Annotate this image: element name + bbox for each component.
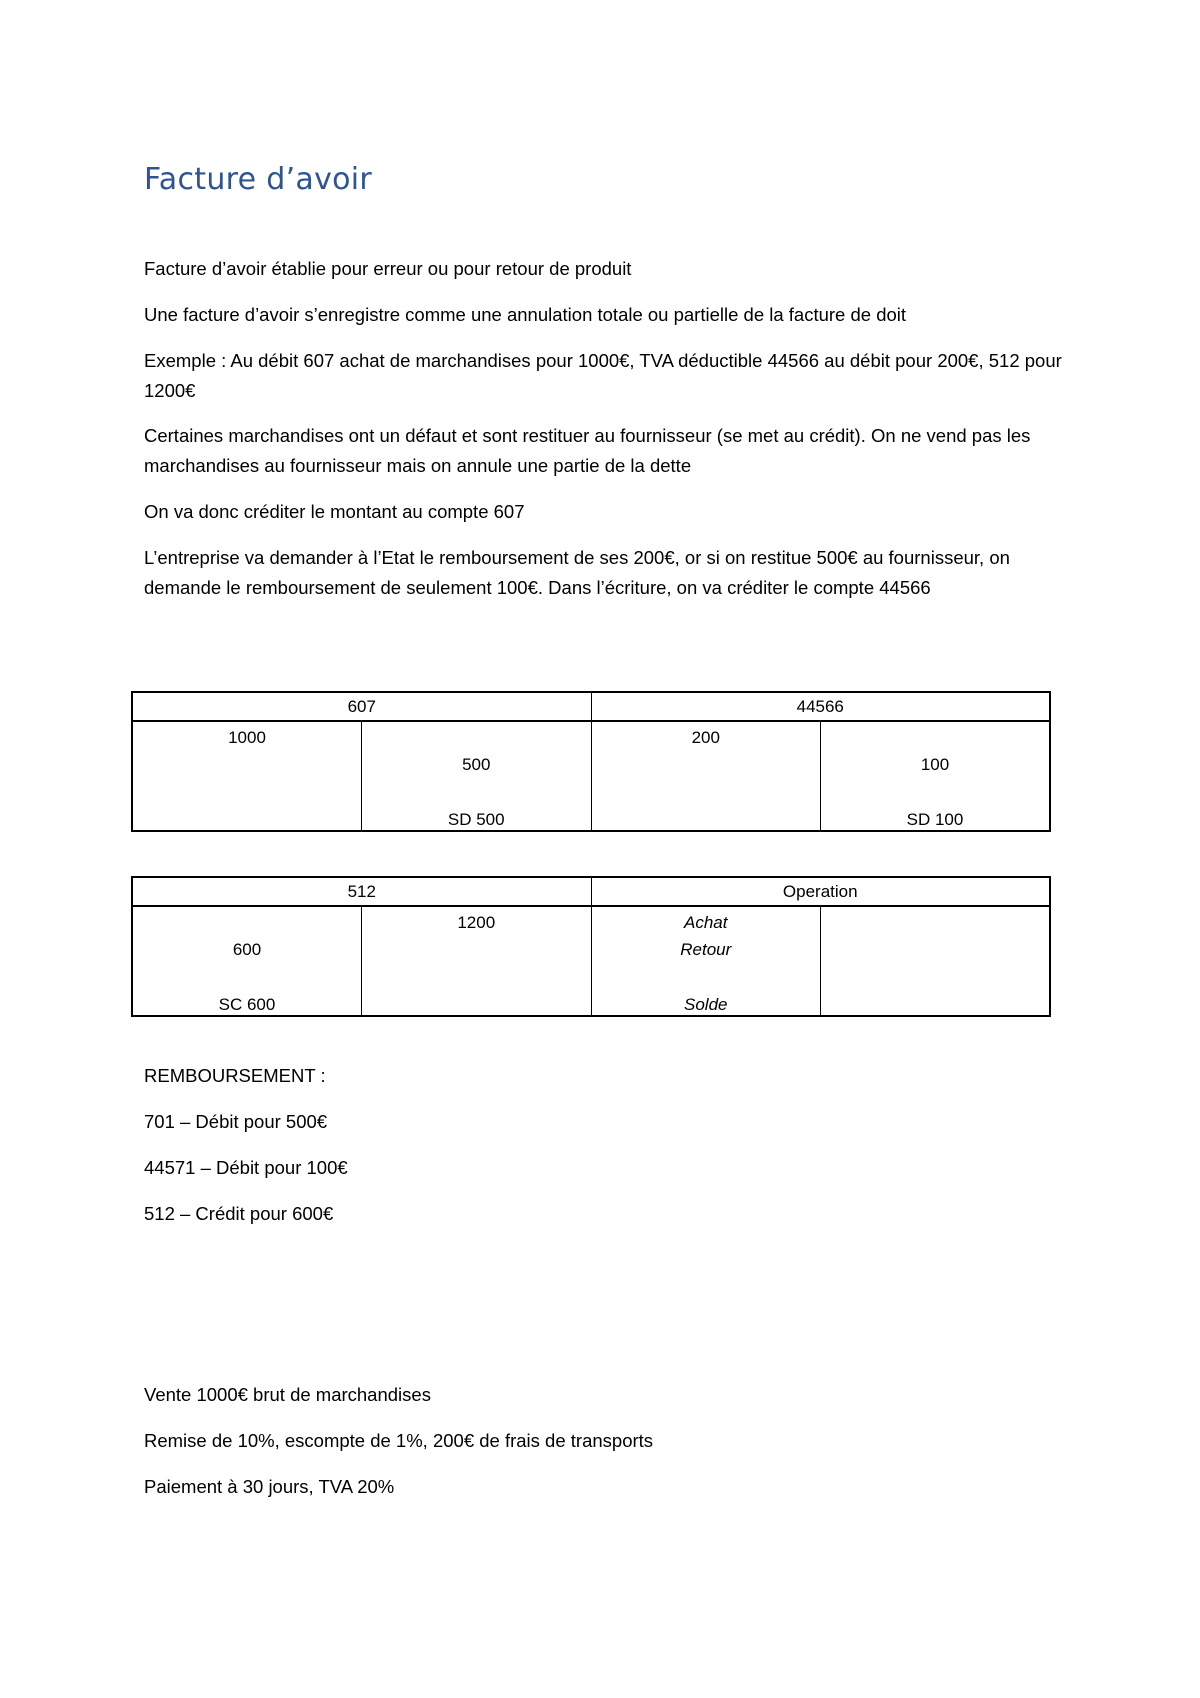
operation-header: Operation — [591, 877, 1050, 906]
operation-empty-cell — [821, 906, 1051, 1016]
account-44566-credit-cell — [821, 721, 1051, 831]
paragraph: On va donc créditer le montant au compte 607 — [144, 501, 525, 522]
paragraph: L’entreprise va demander à l’Etat le remboursement de ses 200€, or si on restitue 500€ au fournisseur, on demande le remboursement de seulement 100€. Dans l’écriture, on va créditer le compte 44566 — [144, 547, 1010, 598]
paragraph: Exemple : Au débit 607 achat de marchandises pour 1000€, TVA déductible 44566 au débit pour 200€, 512 pour 1200€ — [144, 350, 1062, 401]
t-account-table-607-44566 — [131, 691, 1051, 832]
account-512-credit-cell — [362, 906, 592, 1016]
account-607-header: 607 — [132, 692, 591, 721]
t-account-table-512-operation — [131, 876, 1051, 1017]
account-607-credit-value: 500 — [462, 755, 491, 774]
operation-label-solde: Solde — [684, 995, 728, 1014]
table-row — [132, 721, 1050, 831]
account-607-balance: SD 500 — [447, 810, 505, 829]
account-512-debit-cell — [132, 906, 362, 1016]
account-512-balance: SC 600 — [218, 995, 276, 1014]
account-607-debit-value: 1000 — [228, 728, 266, 747]
exercise-line: Remise de 10%, escompte de 1%, 200€ de frais de transports — [144, 1430, 654, 1451]
account-44566-header: 44566 — [591, 692, 1050, 721]
paragraph: Facture d’avoir établie pour erreur ou pour retour de produit — [144, 258, 632, 279]
paragraph: Certaines marchandises ont un défaut et sont restituer au fournisseur (se met au crédit). On ne vend pas les marchandises au fournisseur mais on annule une partie de la dette — [144, 425, 1031, 476]
table-header-row — [132, 877, 1050, 906]
account-44566-debit-value: 200 — [691, 728, 720, 747]
operation-label-retour: Retour — [680, 940, 732, 959]
remboursement-line: 44571 – Débit pour 100€ — [144, 1157, 348, 1178]
paragraph: Une facture d’avoir s’enregistre comme une annulation totale ou partielle de la facture de doit — [144, 304, 907, 325]
operation-label-achat: Achat — [684, 913, 728, 932]
exercise-line: Paiement à 30 jours, TVA 20% — [144, 1476, 395, 1497]
account-512-credit-value: 1200 — [457, 913, 496, 932]
remboursement-heading: REMBOURSEMENT : — [144, 1065, 326, 1086]
remboursement-line: 701 – Débit pour 500€ — [144, 1111, 328, 1132]
exercise-line: Vente 1000€ brut de marchandises — [144, 1384, 431, 1405]
account-607-debit-cell — [132, 721, 362, 831]
table-header-row — [132, 692, 1050, 721]
remboursement-line: 512 – Crédit pour 600€ — [144, 1203, 334, 1224]
operation-labels-cell — [591, 906, 821, 1016]
account-512-header: 512 — [132, 877, 591, 906]
table-row — [132, 906, 1050, 1016]
account-607-credit-cell — [362, 721, 592, 831]
account-44566-balance: SD 100 — [906, 810, 964, 829]
account-512-debit-value: 600 — [232, 940, 262, 959]
account-44566-debit-cell — [591, 721, 821, 831]
page-title: Facture d’avoir — [144, 162, 373, 197]
account-44566-credit-value: 100 — [920, 755, 950, 774]
